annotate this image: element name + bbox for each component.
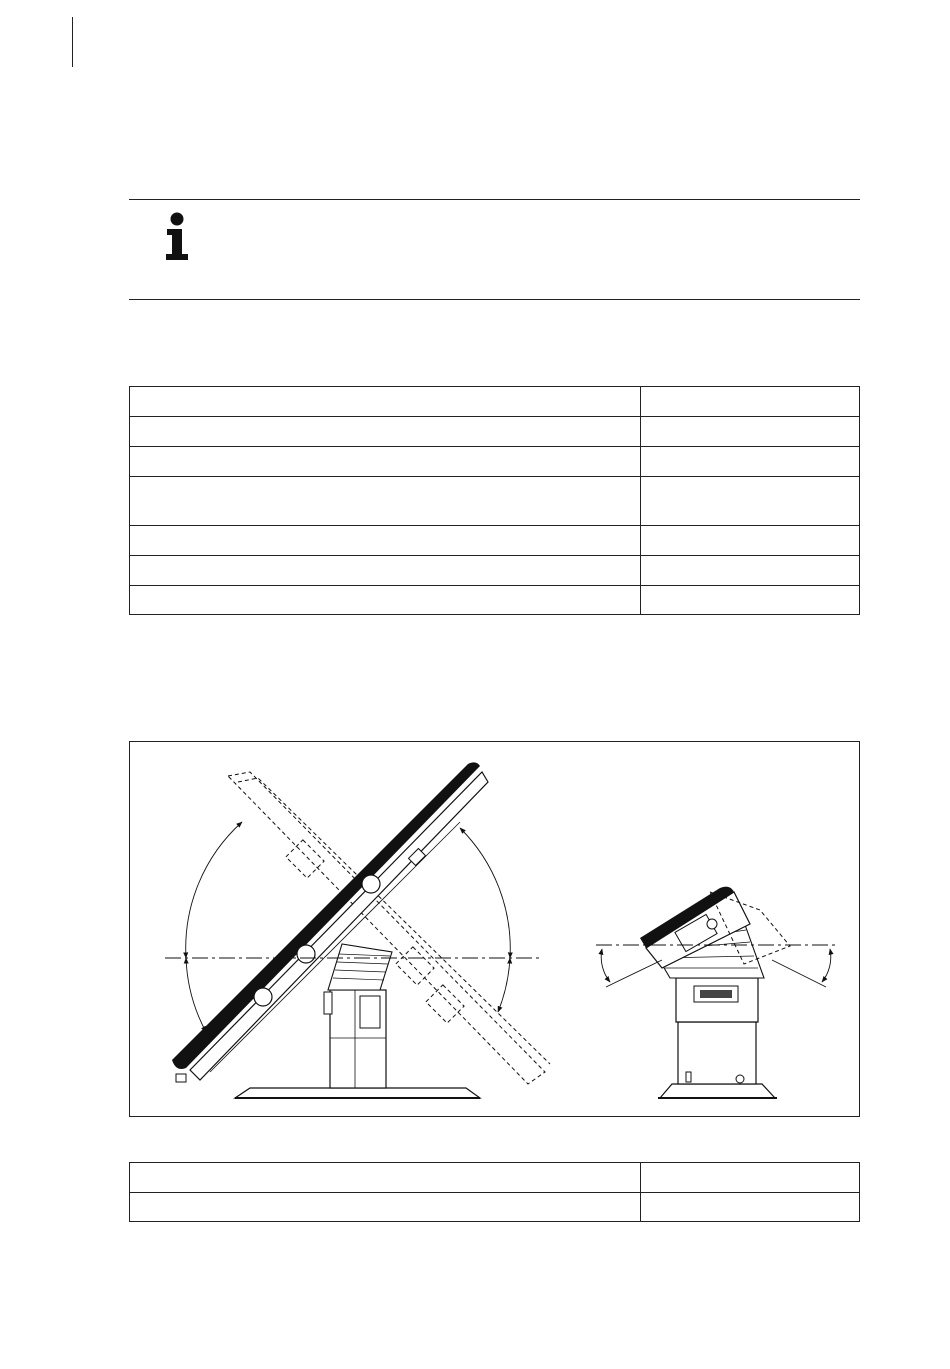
table-row <box>130 1193 860 1222</box>
page-margin-rule <box>72 17 73 67</box>
tilt-angle-arc-right-upper <box>460 828 510 958</box>
table-row <box>130 447 860 477</box>
table-cell <box>130 586 641 615</box>
lateral-angle-arc-right <box>822 949 831 982</box>
lateral-base <box>660 1084 775 1098</box>
table-cell <box>641 526 860 556</box>
table-row <box>130 526 860 556</box>
table-lateral-tilt-view <box>596 887 835 1098</box>
table-cell <box>130 556 641 586</box>
table-cell <box>641 1163 860 1193</box>
table-cell <box>641 387 860 417</box>
lateral-angle-arc-left <box>601 949 610 982</box>
table-cell <box>130 1163 641 1193</box>
table-cell <box>130 526 641 556</box>
table-row <box>130 1163 860 1193</box>
table-row <box>130 387 860 417</box>
info-note <box>129 199 860 300</box>
spec-table-top <box>129 386 860 615</box>
info-icon <box>164 212 190 262</box>
technical-figure <box>129 741 860 1117</box>
table-row <box>130 477 860 526</box>
table-cell <box>130 477 641 526</box>
table-cell <box>130 447 641 477</box>
table-cell <box>130 417 641 447</box>
bellows <box>328 944 392 990</box>
table-top-ghost <box>228 772 550 1084</box>
table-row <box>130 556 860 586</box>
tilt-angle-arc-right-lower <box>498 958 510 1012</box>
spec-table-bottom <box>129 1162 860 1222</box>
figure-drawing <box>130 742 861 1118</box>
table-cell <box>641 556 860 586</box>
table-cell <box>641 447 860 477</box>
table-cell <box>130 387 641 417</box>
table-row <box>130 586 860 615</box>
table-row <box>130 417 860 447</box>
table-cell <box>641 586 860 615</box>
table-tilt-view <box>165 762 550 1098</box>
tilt-angle-arc-left-upper <box>186 822 242 958</box>
column-panel <box>360 996 380 1028</box>
table-cell <box>641 417 860 447</box>
table-cell <box>641 477 860 526</box>
table-cell <box>641 1193 860 1222</box>
table-cell <box>130 1193 641 1222</box>
base-plate <box>235 1088 480 1098</box>
tilt-angle-arc-left-lower <box>186 958 206 1032</box>
